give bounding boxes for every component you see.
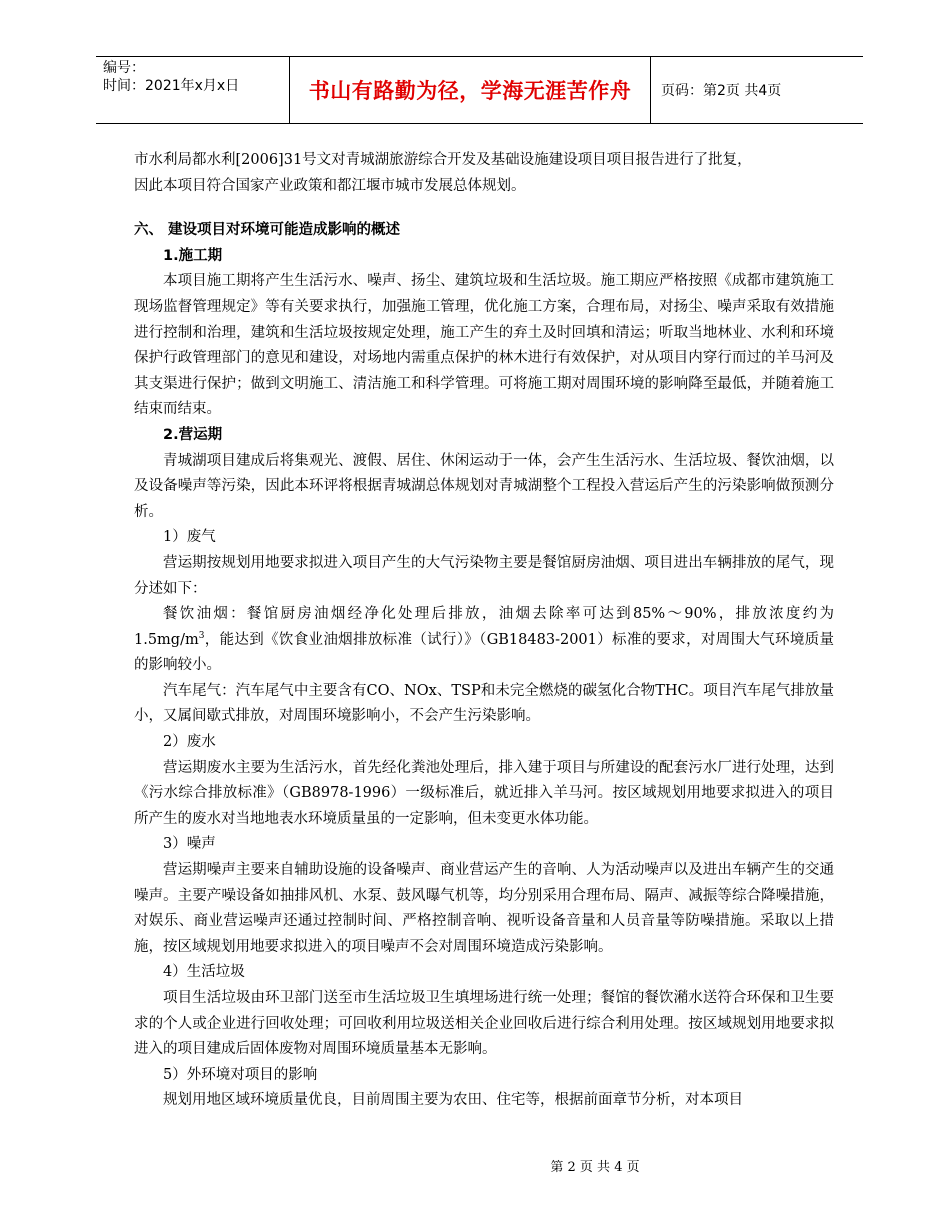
page-header (96, 56, 863, 124)
document-number-label: 编号： (103, 60, 145, 76)
wastewater-heading: 2）废水 (163, 734, 216, 751)
external-impact-paragraph: 规划用地区域环境质量优良，目前周围主要为农田、住宅等，根据前面章节分析，对本项目 (163, 1092, 743, 1109)
gas-paragraph: 营运期按规划用地要求拟进入项目产生的大气污染物主要是餐馆厨房油烟、项目进出车辆排放的尾气，现分述如下： (134, 554, 834, 597)
gas-heading: 1）废气 (163, 529, 216, 546)
document-time-label: 时间：2021年x月x日 (103, 78, 240, 94)
noise-heading: 3）噪声 (163, 836, 216, 853)
construction-heading: 1.施工期 (163, 247, 223, 264)
intro-line-2: 因此本项目符合国家产业政策和都江堰市城市发展总体规划。 (134, 177, 526, 194)
oil-fume-paragraph (134, 602, 834, 679)
car-exhaust-paragraph: 汽车尾气：汽车尾气中主要含有CO、NOx、TSP和未完全燃烧的碳氢化合物THC。项目汽车尾气排放量小，又属间歇式排放，对周围环境影响小，不会产生污染影响。 (134, 682, 834, 725)
wastewater-paragraph: 营运期废水主要为生活污水，首先经化粪池处理后，排入建于项目与所建设的配套污水厂进行处理，达到《污水综合排放标准》（GB8978-1996）一级标准后，就近排入羊马河。按区域规划用地要求拟进入的项目所产生的废水对当地地表水环境质量虽的一定影响，但未变更水体功能。 (134, 759, 834, 827)
section-heading: 六、 建设项目对环境可能造成影响的概述 (134, 222, 401, 239)
operation-paragraph: 青城湖项目建成后将集观光、渡假、居住、休闲运动于一体，会产生生活污水、生活垃圾、餐饮油烟，以及设备噪声等污染，因此本环评将根据青城湖总体规划对青城湖整个工程投入营运后产生的污染影响做预测分析。 (134, 452, 834, 520)
header-page-info: 页码：第2页 共4页 (661, 83, 782, 99)
oil-fume-text-post: ，能达到《饮食业油烟排放标准（试行）》（GB18483-2001）标准的要求，对周围大气环境质量的影响较小。 (134, 631, 834, 674)
header-motto: 书山有路勤为径，学海无涯苦作舟 (308, 79, 632, 103)
document-body (134, 148, 834, 1114)
operation-heading: 2.营运期 (163, 426, 223, 443)
page-footer (0, 1156, 950, 1175)
garbage-paragraph: 项目生活垃圾由环卫部门送至市生活垃圾卫生填埋场进行统一处理；餐馆的餐饮潲水送符合环保和卫生要求的个人或企业进行回收处理；可回收利用垃圾送相关企业回收后进行综合利用处理。按区域规划用地要求拟进入的项目建成后固体废物对周围环境质量基本无影响。 (134, 990, 834, 1058)
intro-line-1: 市水利局都水利[2006]31号文对青城湖旅游综合开发及基础设施建设项目项目报告进行了批复， (134, 152, 752, 168)
footer-page-number: 第 2 页 共 4 页 (550, 1160, 640, 1175)
construction-paragraph: 本项目施工期将产生生活污水、噪声、扬尘、建筑垃圾和生活垃圾。施工期应严格按照《成都市建筑施工现场监督管理规定》等有关要求执行，加强施工管理，优化施工方案，合理布局，对扬尘、噪声采取有效措施进行控制和治理，建筑和生活垃圾按规定处理，施工产生的弃土及时回填和清运；听取当地林业、水利和环境保护行政管理部门的意见和建设，对场地内需重点保护的林木进行有效保护，对从项目内穿行而过的羊马河及其支渠进行保护；做到文明施工、清洁施工和科学管理。可将施工期对周围环境的影响降至最低，并随着施工结束而结束。 (134, 273, 834, 418)
noise-paragraph: 营运期噪声主要来自辅助设施的设备噪声、商业营运产生的音响、人为活动噪声以及进出车辆产生的交通噪声。主要产噪设备如抽排风机、水泵、鼓风曝气机等，均分别采用合理布局、隔声、减振等综合降噪措施，对娱乐、商业营运噪声还通过控制时间、严格控制音响、视听设备音量和人员音量等防噪措施。采取以上措施，按区域规划用地要求拟进入的项目噪声不会对周围环境造成污染影响。 (134, 862, 834, 955)
oil-fume-superscript: 3 (198, 630, 205, 641)
oil-fume-text-pre: 餐饮油烟：餐馆厨房油烟经净化处理后排放，油烟去除率可达到85%～90%，排放浓度约为1.5mg/m (134, 606, 834, 648)
header-motto-cell (289, 57, 651, 123)
header-meta (96, 57, 289, 123)
garbage-heading: 4）生活垃圾 (163, 964, 245, 981)
external-impact-heading: 5）外环境对项目的影响 (163, 1066, 318, 1083)
